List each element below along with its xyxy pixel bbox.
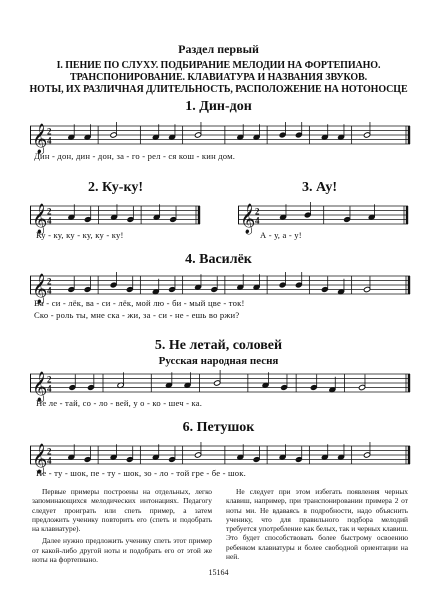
page-number: 15164: [208, 568, 229, 577]
lyrics-song-2: Ку - ку, ку - ку, ку - ку!: [36, 230, 124, 240]
time-signature-top: 2: [47, 276, 52, 287]
time-signature-top: 2: [47, 206, 52, 217]
time-signature-bottom: 4: [47, 135, 52, 146]
lyrics-song-4-verse-2: Ско - роль ты, мне ска - жи, за - си - не - ешь во ржи?: [34, 310, 240, 320]
treble-clef: 𝄞: [32, 274, 48, 304]
lyrics-song-6: Пе - ту - шок, пе - ту - шок, зо - ло - той гре - бе - шок.: [36, 468, 247, 478]
commentary-left-paragraph-2: Далее нужно предложить ученику спеть этот пример от какой-либо другой ноты и подобрать его от этой же ноты на фортепиано.: [32, 536, 212, 565]
treble-clef: 𝄞: [32, 372, 48, 402]
lyrics-song-4-verse-1: Ва - си - лёк, ва - си - лёк, мой лю - би - мый цве - ток!: [34, 298, 245, 308]
song-title-5: 5. Не летай, соловей: [154, 338, 283, 353]
song-title-6: 6. Петушок: [182, 420, 255, 435]
commentary-left-paragraph-1: Первые примеры построены на отдельных, легко запоминающихся мелодических интонациях. Педагогу следует проиграть или спеть пример, а затем предложить ученику повторить его (спеть и подобрать на клавиатуре).: [32, 487, 212, 534]
time-signature-top: 2: [47, 374, 52, 385]
commentary-right: [226, 487, 408, 564]
time-signature-bottom: 4: [255, 215, 260, 226]
treble-clef: 𝄞: [32, 124, 48, 154]
treble-clef: 𝄞: [240, 204, 256, 234]
time-signature-bottom: 4: [47, 383, 52, 394]
song-title-3: 3. Ау!: [302, 180, 338, 195]
treble-clef: 𝄞: [32, 204, 48, 234]
time-signature-top: 2: [255, 206, 260, 217]
lyrics-song-1: Дин - дон, дин - дон, за - го - рел - ся кош - кин дом.: [34, 151, 236, 161]
lyrics-song-3: А - у, а - у!: [260, 230, 302, 240]
treble-clef: 𝄞: [32, 444, 48, 474]
song-title-1: 1. Дин-дон: [185, 99, 252, 114]
lyrics-song-5: Не ле - тай, со - ло - вей, у о - ко - шеч - ка.: [36, 398, 203, 408]
commentary-left: [32, 487, 212, 567]
commentary-right-paragraph-1: Не следует при этом избегать появления черных клавиш, например, при транспонировании примера 2 от ноты ми. Не вдаваясь в подробности, надо объяснить ученику, что для правильного подбора мелодий требуется употребление как белых, так и черных клавиш. Это будет способствовать более быстрому освоению ребенком клавиатуры и более свободной ориентации на ней.: [226, 487, 408, 562]
time-signature-bottom: 4: [47, 455, 52, 466]
section-title: Раздел первый: [178, 42, 259, 56]
time-signature-bottom: 4: [47, 285, 52, 296]
time-signature-top: 2: [47, 126, 52, 137]
song-title-4: 4. Василёк: [185, 252, 252, 267]
time-signature-top: 2: [47, 446, 52, 457]
song-subtitle-5: Русская народная песня: [158, 355, 279, 367]
time-signature-bottom: 4: [47, 215, 52, 226]
chapter-heading-line-2: ТРАНСПОНИРОВАНИЕ. КЛАВИАТУРА И НАЗВАНИЯ ЗВУКОВ.: [70, 72, 367, 83]
chapter-heading-line-1: I. ПЕНИЕ ПО СЛУХУ. ПОДБИРАНИЕ МЕЛОДИИ НА ФОРТЕПИАНО.: [56, 60, 381, 71]
song-title-2: 2. Ку-ку!: [88, 180, 143, 195]
chapter-heading-line-3: НОТЫ, ИХ РАЗЛИЧНАЯ ДЛИТЕЛЬНОСТЬ, РАСПОЛОЖЕНИЕ НА НОТОНОСЦЕ: [29, 84, 408, 95]
